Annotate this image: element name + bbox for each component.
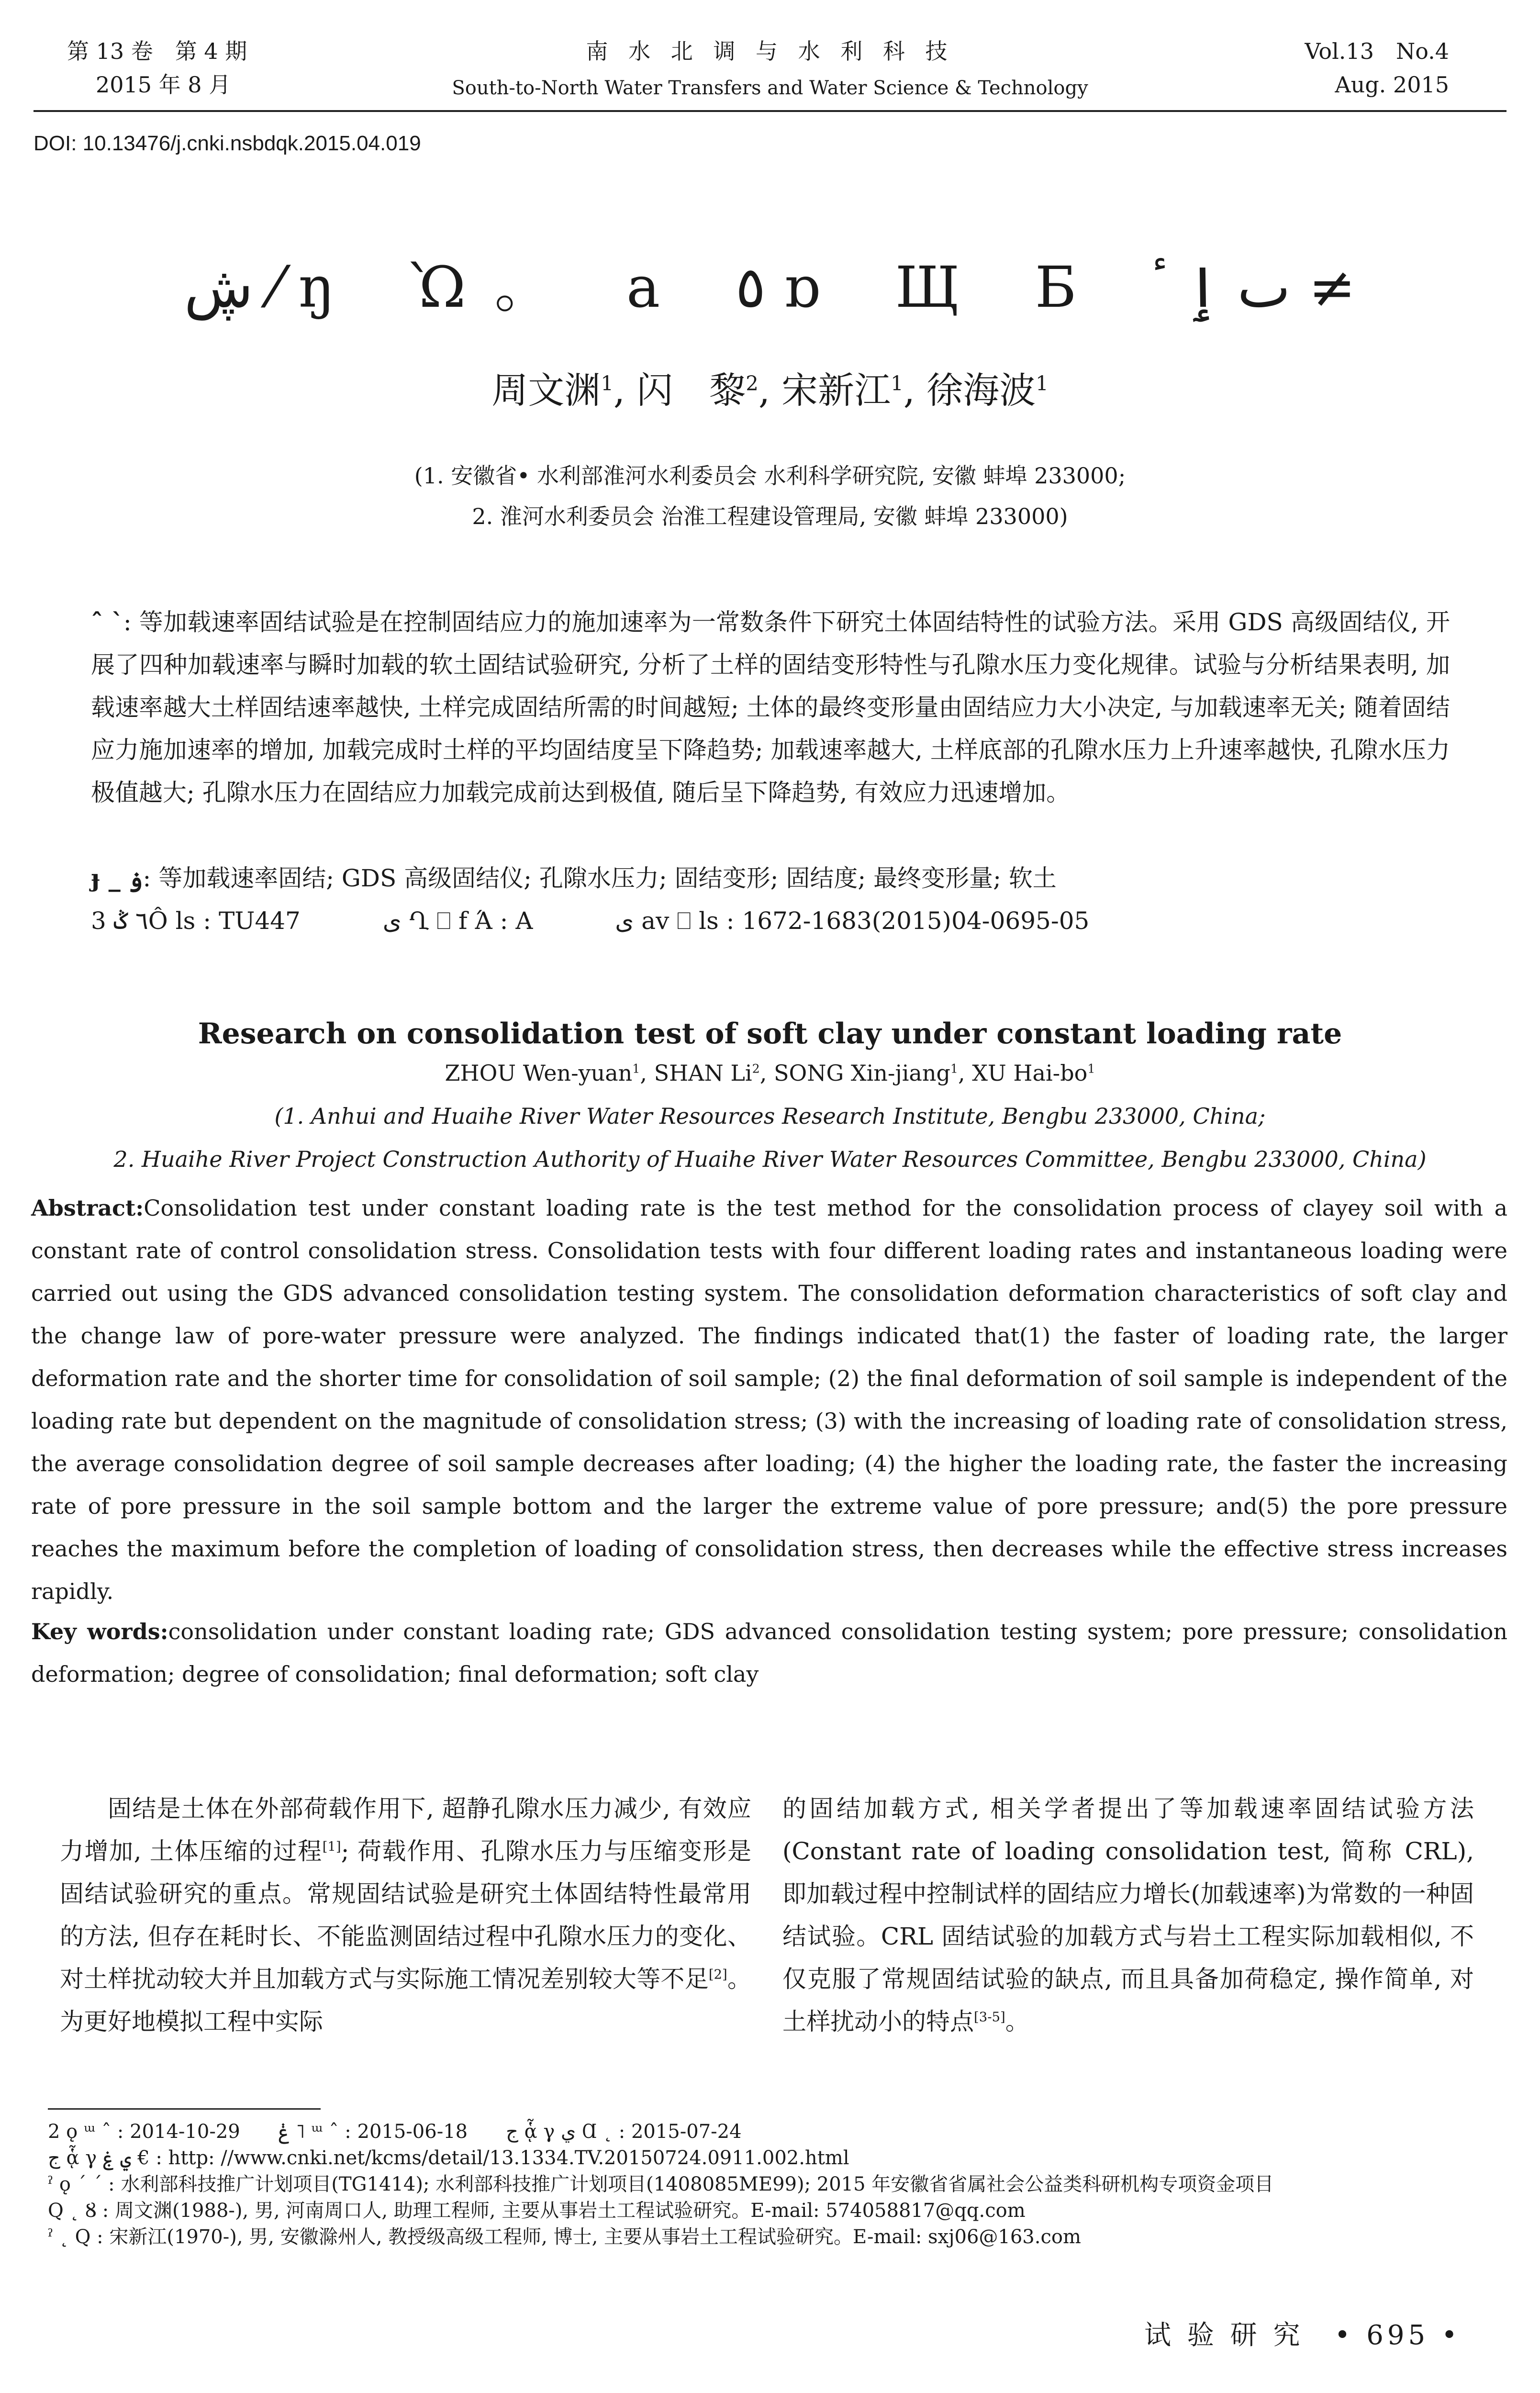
author-4-en: , XU Hai-bo [958, 1060, 1088, 1086]
title-en: Research on consolidation test of soft clay under constant loading rate [198, 1017, 1342, 1051]
footnote-funding: ˀ ǫ ˊ ˊ : 水利部科技推广计划项目(TG1414); 水利部科技推广计划项目(1408085ME99); 2015 年安徽省省属社会公益类科研机构专项资金项目 [48, 2173, 1274, 2195]
keywords-en-text: consolidation under constant loading rate; GDS advanced consolidation testing system; pore pressure; consolidation deformation; degree of consolidation; final deformation; soft clay [31, 1619, 1507, 1687]
affiliation-zh-2: 2. 淮河水利委员会 治淮工程建设管理局, 安徽 蚌埠 233000) [472, 503, 1068, 529]
footnote-online-url: ج ᾇ γ ي ۼ € : http: //www.cnki.net/kcms/detail/13.1334.TV.20150724.0911.002.html [48, 2147, 849, 2169]
author-4-affil: 1 [1036, 371, 1049, 395]
authors-zh [0, 361, 1540, 414]
author-2-en: , SHAN Li [640, 1060, 752, 1086]
footnote-first-author: Q ˛ Ȣ : 周文渊(1988-), 男, 河南周口人, 助理工程师, 主要从事岩土工程试验研究。E-mail: 574058817@qq.com [48, 2200, 1026, 2222]
affiliation-en-2: 2. Huaihe River Project Construction Authority of Huaihe River Water Resources Committee, Bengbu 233000, China) [113, 1146, 1427, 1172]
footnote-corresponding-author: ˀ ˛ Q : 宋新江(1970-), 男, 安徽滁州人, 教授级高级工程师, 博士, 主要从事岩土工程试验研究。E-mail: sxj06@163.com [48, 2226, 1081, 2248]
abstract-en-label: Abstract: [31, 1195, 144, 1221]
author-1-affil: 1 [601, 371, 614, 395]
body-right-text-1: 的固结加载方式, 相关学者提出了等加载速率固结试验方法(Constant rate of loading consolidation test, 简称 CRL), 即加载过程中控制试样的固结应力增长(加载速率)为常数的一种固结试验。CRL 固结试验的加载方式与岩土工程实际加载相似, 不仅克服了常规固结试验的缺点, 而且具备加荷稳定, 操作简单, 对土样扰动小的特点 [782, 1795, 1474, 2035]
body-left-text-2: ; 荷载作用、孔隙水压力与压缩变形是固结试验研究的重点。常规固结试验是研究土体固结特性最常用的方法, 但存在耗时长、不能监测固结过程中孔隙水压力的变化、对土样扰动较大并且加载方式与实际施工情况差别较大等不足 [60, 1837, 751, 1993]
citation-2: [2] [708, 1967, 727, 1982]
article-number: ی av ⎕ ls : 1672-1683(2015)04-0695-05 [615, 907, 1090, 935]
header-vol-issue-zh: 第 13 卷 第 4 期 [67, 38, 247, 64]
clc-number: 3 ٦ ݣÔ ls : TU447 [91, 907, 301, 935]
keywords-en-label: Key words: [31, 1619, 168, 1644]
authors-en [0, 1060, 1540, 1086]
footnote-rule [48, 2108, 321, 2110]
abstract-zh-label: ˆ ˋ [91, 608, 123, 636]
header-journal-en: South-to-North Water Transfers and Water Science & Technology [452, 77, 1088, 99]
body-left-text-3: 。为更好地模拟工程中实际 [60, 1965, 752, 2035]
abstract-zh [91, 601, 1450, 814]
body-right-text-2: 。 [1005, 2008, 1029, 2035]
document-code: ی Ղ ⎕ f Ά : A [382, 907, 533, 935]
author-3-en-affil: 1 [950, 1062, 959, 1076]
citation-3-5: [3-5] [974, 2009, 1005, 2025]
author-2-zh: , 闪 黎 [613, 369, 746, 412]
author-2-en-affil: 2 [752, 1062, 760, 1076]
author-3-zh: , 宋新江 [758, 369, 891, 412]
author-1-en: ZHOU Wen-yuan [445, 1060, 633, 1086]
doi: DOI: 10.13476/j.cnki.nsbdqk.2015.04.019 [33, 132, 421, 155]
author-2-affil: 2 [746, 371, 759, 395]
body-column-left [60, 1788, 751, 2043]
author-4-zh: , 徐海波 [903, 369, 1036, 412]
author-3-affil: 1 [891, 371, 904, 395]
author-1-en-affil: 1 [632, 1062, 640, 1076]
classification-line [91, 900, 1450, 942]
header-journal-zh: 南 水 北 调 与 水 利 科 技 [586, 38, 954, 64]
header-date-en: Aug. 2015 [1335, 72, 1449, 98]
author-3-en: , SONG Xin-jiang [759, 1060, 950, 1086]
abstract-zh-text: : 等加载速率固结试验是在控制固结应力的施加速率为一常数条件下研究土体固结特性的试验方法。采用 GDS 高级固结仪, 开展了四种加载速率与瞬时加载的软土固结试验研究, 分析了土样的固结变形特性与孔隙水压力变化规律。试验与分析结果表明, 加载速率越大土样固结速率越快, 土样完成固结所需的时间越短; 土体的最终变形量由固结应力大小决定, 与加载速率无关; 随着固结应力施加速率的增加, 加载完成时土样的平均固结度呈下降趋势; 加载速率越大, 土样底部的孔隙水压力上升速率越快, 孔隙水压力极值越大; 孔隙水压力在固结应力加载完成前达到极值, 随后呈下降趋势, 有效应力迅速增加。 [91, 608, 1450, 806]
keywords-zh-label: ɟ _ ۏ [91, 864, 143, 892]
abstract-en [31, 1187, 1507, 1613]
affiliation-zh-1: (1. 安徽省• 水利部淮河水利委员会 水利科学研究院, 安徽 蚌埠 233000; [414, 463, 1126, 489]
keywords-en [31, 1610, 1507, 1696]
header-vol-issue-en: Vol.13 No.4 [1305, 38, 1449, 64]
keywords-zh-text: : 等加载速率固结; GDS 高级固结仪; 孔隙水压力; 固结变形; 固结度; 最终变形量; 软土 [143, 864, 1057, 892]
header-rule [33, 110, 1507, 112]
affiliation-en-1: (1. Anhui and Huaihe River Water Resources Research Institute, Bengbu 233000, China; [274, 1103, 1266, 1129]
body-left-text-1: 固结是土体在外部荷载作用下, 超静孔隙水压力减少, 有效应力增加, 土体压缩的过程 [60, 1795, 751, 1865]
keywords-zh [91, 857, 1450, 900]
abstract-en-text: Consolidation test under constant loading rate is the test method for the consolidation process of clayey soil with a constant rate of control consolidation stress. Consolidation tests with four different loading rates and instantaneous loading were carried out using the GDS advanced consolidation testing system. The consolidation deformation characteristics of soft clay and the change law of pore-water pressure were analyzed. The findings indicated that(1) the faster of loading rate, the larger deformation rate and the shorter time for consolidation of soil sample; (2) the final deformation of soil sample is independent of the loading rate but dependent on the magnitude of consolidation stress; (3) with the increasing of loading rate of consolidation stress, the average consolidation degree of soil sample decreases after loading; (4) the higher the loading rate, the faster the increasing rate of pore pressure in the soil sample bottom and the larger the extreme value of pore pressure; and(5) the pore pressure reaches the maximum before the completion of loading of consolidation stress, then decreases while the effective stress increases rapidly. [31, 1195, 1507, 1604]
header-date-zh: 2015 年 8 月 [96, 72, 231, 98]
page-footer: 试 验 研 究 • 695 • [1144, 2320, 1461, 2351]
footnote-dates: 2 ǫ ᵚ ˆ : 2014-10-29 ݟ ˥ ᵚ ˆ : 2015-06-18 ج ᾇ γ ي Ɑ ˛ : 2015-07-24 [48, 2121, 742, 2143]
citation-1: [1] [322, 1839, 341, 1855]
author-4-en-affil: 1 [1087, 1062, 1095, 1076]
author-1-zh: 周文渊 [491, 369, 601, 412]
title-zh: ڜ ⁄ ŋ Ὼ。 a ٥ ɒ Щ Б ٮ ٳ ٴ ≠ [184, 254, 1356, 320]
body-column-right [782, 1788, 1474, 2043]
